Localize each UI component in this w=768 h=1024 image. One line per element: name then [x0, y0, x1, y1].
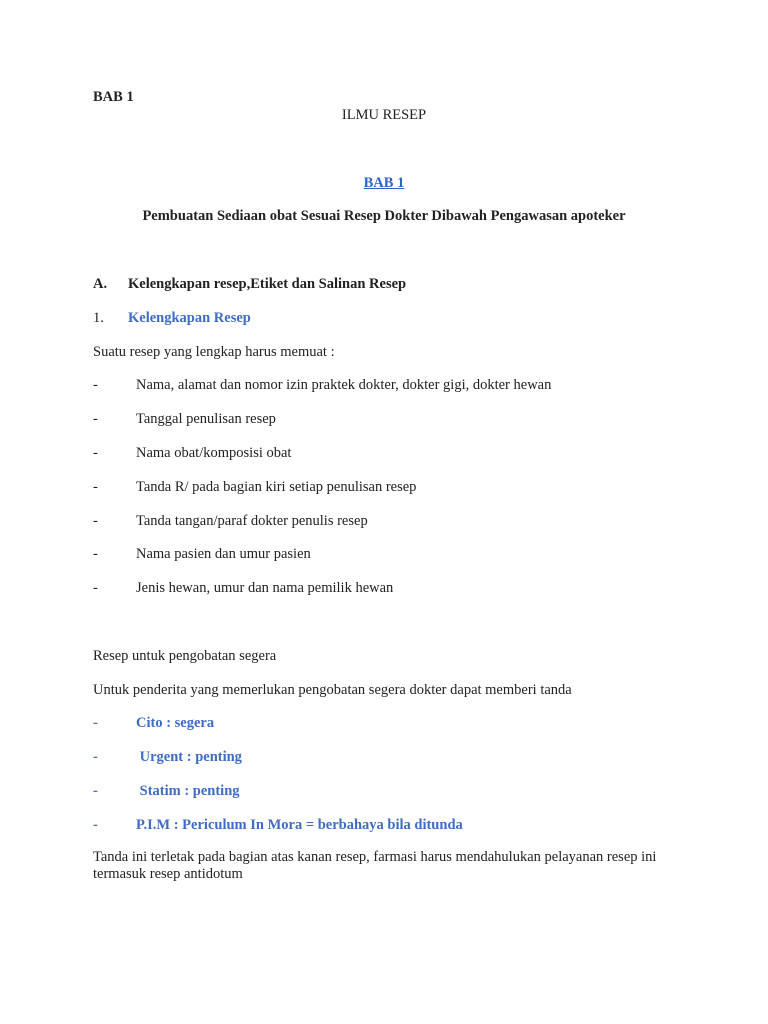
urgent-intro: Untuk penderita yang memerlukan pengobatan segera dokter dapat memberi tanda [93, 682, 572, 698]
list-item-text: Statim : penting [136, 783, 240, 799]
list-dash: - [93, 411, 98, 427]
list-dash: - [93, 715, 98, 731]
list-item-text: Urgent : penting [136, 749, 242, 765]
subsection-1-title: Kelengkapan Resep [128, 310, 251, 326]
document-title: ILMU RESEP [341, 107, 427, 123]
closing-paragraph: Tanda ini terletak pada bagian atas kanan resep, farmasi harus mendahulukan pelayanan resep ini termasuk resep antidotum [93, 849, 657, 882]
section-a-title: Kelengkapan resep,Etiket dan Salinan Resep [128, 276, 407, 292]
list-dash: - [93, 580, 98, 596]
list-dash: - [93, 513, 98, 529]
list-item-text: Jenis hewan, umur dan nama pemilik hewan [136, 580, 394, 596]
bab-label: BAB 1 [93, 89, 134, 105]
list-item-text: Nama obat/komposisi obat [136, 445, 292, 461]
subsection-1-marker: 1. [93, 310, 104, 326]
list-dash: - [93, 817, 98, 833]
list-dash: - [93, 546, 98, 562]
list-item-text: Cito : segera [136, 715, 215, 731]
list-dash: - [93, 783, 98, 799]
chapter-link-wrapper [0, 174, 768, 192]
list-item-text: Tanggal penulisan resep [136, 411, 276, 427]
list-dash: - [93, 749, 98, 765]
chapter-link[interactable]: BAB 1 [363, 175, 405, 191]
list-item-text: Tanda tangan/paraf dokter penulis resep [136, 513, 368, 529]
list-item-text: Nama pasien dan umur pasien [136, 546, 311, 562]
list-dash: - [93, 377, 98, 393]
chapter-heading: Pembuatan Sediaan obat Sesuai Resep Dokter Dibawah Pengawasan apoteker [142, 208, 626, 224]
urgent-heading: Resep untuk pengobatan segera [93, 648, 277, 664]
list-item-text: Nama, alamat dan nomor izin praktek dokter, dokter gigi, dokter hewan [136, 377, 552, 393]
list-dash: - [93, 445, 98, 461]
list-item-text: P.I.M : Periculum In Mora = berbahaya bila ditunda [136, 817, 463, 833]
list-item-text: Tanda R/ pada bagian kiri setiap penulisan resep [136, 479, 417, 495]
requirements-intro: Suatu resep yang lengkap harus memuat : [93, 344, 335, 360]
section-a-marker: A. [93, 276, 108, 292]
list-dash: - [93, 479, 98, 495]
